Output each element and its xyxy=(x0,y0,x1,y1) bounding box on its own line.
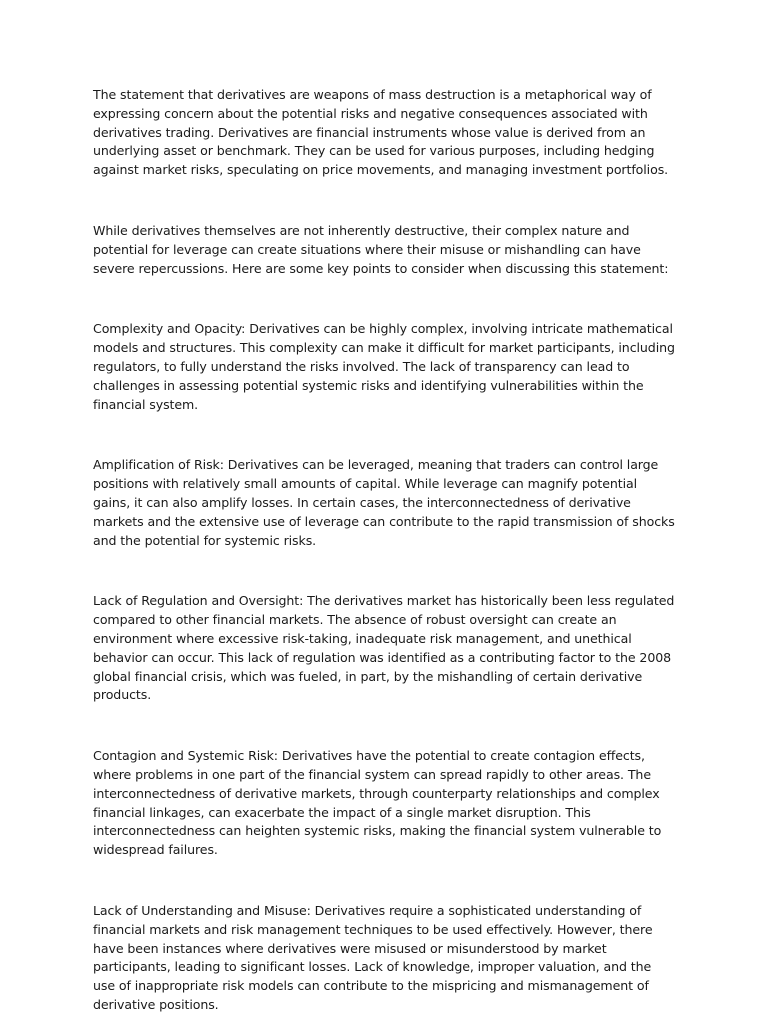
document-body xyxy=(93,86,677,1015)
paragraph-amplification-risk: Amplification of Risk: Derivatives can be leveraged, meaning that traders can control large positions with relatively small amounts of capital. While leverage can magnify potential gains, it can also amplify losses. In certain cases, the interconnectedness of derivative markets and the extensive use of leverage can contribute to the rapid transmission of shocks and the potential for systemic risks. xyxy=(93,457,675,548)
paragraph-intro: The statement that derivatives are weapons of mass destruction is a metaphorical way of expressing concern about the potential risks and negative consequences associated with derivatives trading. Derivatives are financial instruments whose value is derived from an underlying asset or benchmark. They can be used for various purposes, including hedging against market risks, speculating on price movements, and managing investment portfolios. xyxy=(93,87,669,178)
paragraph-overview: While derivatives themselves are not inherently destructive, their complex nature and potential for leverage can create situations where their misuse or mishandling can have severe repercussions. Here are some key points to consider when discussing this statement: xyxy=(93,222,669,276)
paragraph-understanding-misuse: Lack of Understanding and Misuse: Derivatives require a sophisticated understanding of financial markets and risk management techniques to be used effectively. However, there have been instances where derivatives were misused or misunderstood by market participants, leading to significant losses. Lack of knowledge, improper valuation, and the use of inappropriate risk models can contribute to the mispricing and mismanagement of derivative positions. xyxy=(93,902,653,1012)
paragraph-regulation-oversight: Lack of Regulation and Oversight: The derivatives market has historically been less regulated compared to other financial markets. The absence of robust oversight can create an environment where excessive risk-taking, inadequate risk management, and unethical behavior can occur. This lack of regulation was identified as a contributing factor to the 2008 global financial crisis, which was fueled, in part, by the mishandling of certain derivative products. xyxy=(93,593,675,703)
paragraph-contagion-systemic-risk: Contagion and Systemic Risk: Derivatives have the potential to create contagion effects, where problems in one part of the financial system can spread rapidly to other areas. The interconnectedness of derivative markets, through counterparty relationships and complex financial linkages, can exacerbate the impact of a single market disruption. This interconnectedness can heighten systemic risks, making the financial system vulnerable to widespread failures. xyxy=(93,748,662,858)
paragraph-complexity-opacity: Complexity and Opacity: Derivatives can be highly complex, involving intricate mathematical models and structures. This complexity can make it difficult for market participants, including regulators, to fully understand the risks involved. The lack of transparency can lead to challenges in assessing potential systemic risks and identifying vulnerabilities within the financial system. xyxy=(93,321,675,412)
